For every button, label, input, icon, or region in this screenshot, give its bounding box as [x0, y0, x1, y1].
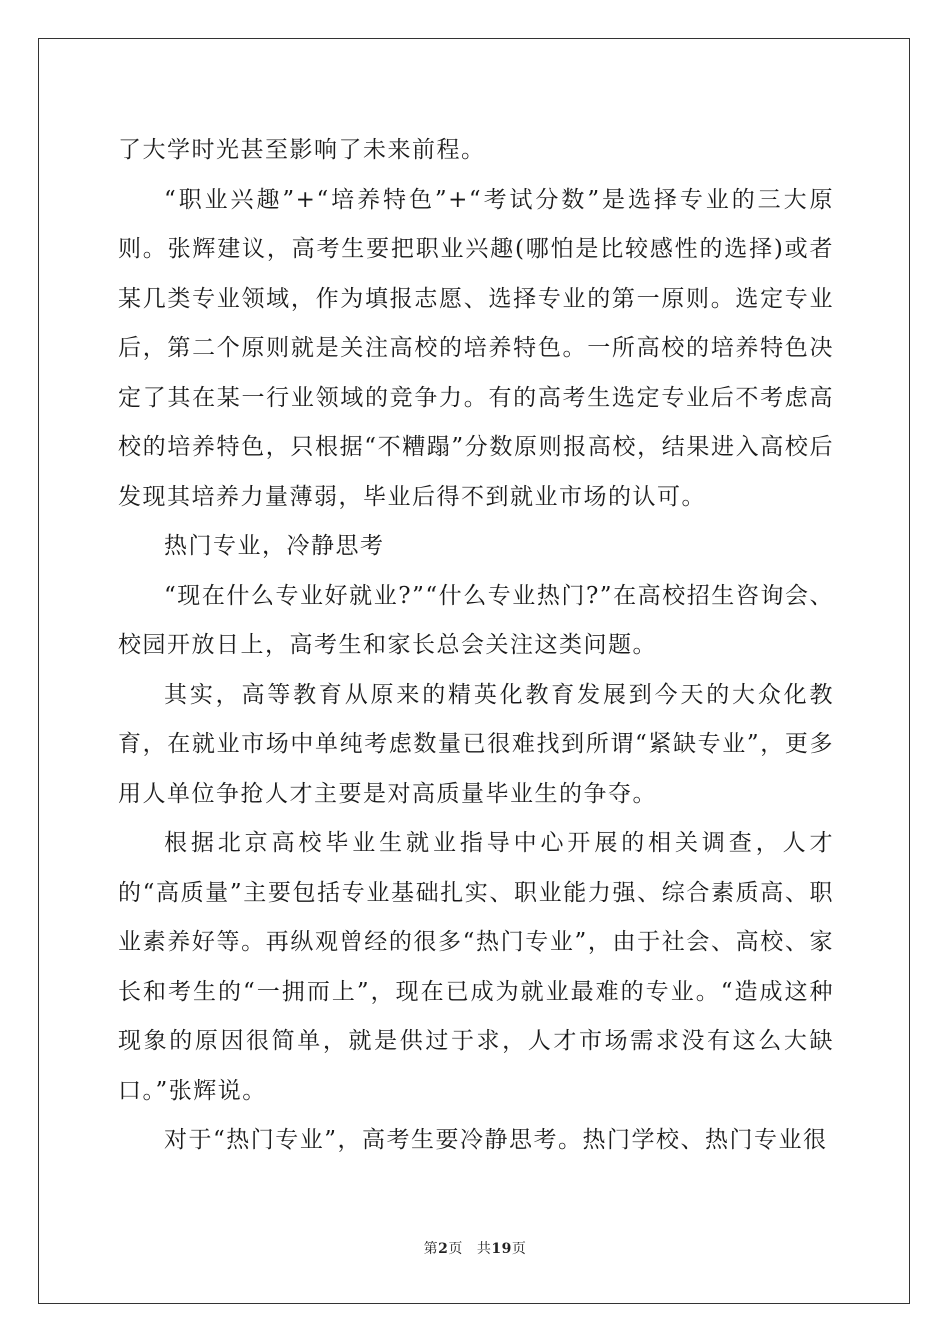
document-body: [118, 126, 834, 1166]
paragraph-3: “现在什么专业好就业?”“什么专业热门?”在高校招生咨询会、校园开放日上，高考生和家长总会关注这类问题。: [118, 582, 834, 658]
page-prefix: 第: [423, 1241, 439, 1257]
page-unit: 页: [448, 1241, 463, 1257]
paragraph-4: 其实，高等教育从原来的精英化教育发展到今天的大众化教育，在就业市场中单纯考虑数量已很难找到所谓“紧缺专业”，更多用人单位争抢人才主要是对高质量毕业生的争夺。: [118, 681, 834, 807]
paragraph-1: 了大学时光甚至影响了未来前程。: [118, 137, 486, 163]
paragraph-2: “职业兴趣”+“培养特色”+“考试分数”是选择专业的三大原则。张辉建议，高考生要把职业兴趣(哪怕是比较感性的选择)或者某几类专业领域，作为填报志愿、选择专业的第一原则。选定专业后，第二个原则就是关注高校的培养特色。一所高校的培养特色决定了其在某一行业领域的竞争力。有的高考生选定专业后不考虑高校的培养特色，只根据“不糟蹋”分数原则报高校，结果进入高校后发现其培养力量薄弱，毕业后得不到就业市场的认可。: [118, 186, 834, 510]
total-unit: 页: [511, 1241, 527, 1257]
paragraph-6: 对于“热门专业”，高考生要冷静思考。热门学校、热门专业很: [164, 1127, 828, 1153]
total-page-count: 19: [491, 1241, 512, 1257]
total-prefix: 共: [476, 1241, 492, 1257]
section-heading: 热门专业，冷静思考: [164, 533, 385, 559]
current-page-number: 2: [438, 1241, 449, 1257]
page-footer: [0, 1238, 950, 1258]
paragraph-5: 根据北京高校毕业生就业指导中心开展的相关调查，人才的“高质量”主要包括专业基础扎实、职业能力强、综合素质高、职业素养好等。再纵观曾经的很多“热门专业”，由于社会、高校、家长和考生的“一拥而上”，现在已成为就业最难的专业。“造成这种现象的原因很简单，就是供过于求，人才市场需求没有这么大缺口。”张辉说。: [118, 830, 834, 1104]
